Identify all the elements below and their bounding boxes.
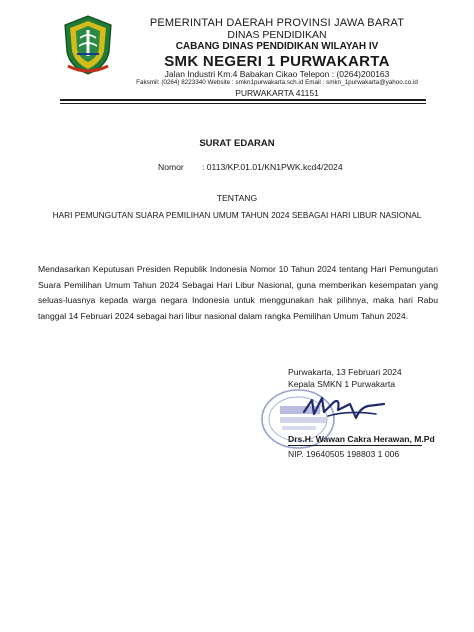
letterhead-city: PURWAKARTA 41151 — [235, 88, 319, 98]
letterhead-department: DINAS PENDIDIKAN — [227, 29, 327, 41]
letterhead-rule-thin — [60, 103, 426, 104]
letter-title: SURAT EDARAN — [199, 138, 275, 149]
letter-number — [158, 162, 343, 172]
letterhead-rule-thick — [60, 99, 426, 101]
letterhead-school-name: SMK NEGERI 1 PURWAKARTA — [164, 53, 390, 70]
about-label: TENTANG — [216, 193, 258, 203]
letter-number-value: : 0113/KP.01.01/KN1PWK.kcd4/2024 — [202, 162, 343, 172]
letterhead-government: PEMERINTAH DAERAH PROVINSI JAWA BARAT — [149, 17, 405, 29]
signatory-name: Drs.H. Wawan Cakra Herawan, M.Pd — [288, 434, 435, 444]
letter-number-label: Nomor — [158, 162, 184, 172]
about-subject: HARI PEMUNGUTAN SUARA PEMILIHAN UMUM TAHUN 2024 SEBAGAI HARI LIBUR NASIONAL — [52, 210, 422, 220]
signatory-name-underline — [288, 445, 422, 446]
west-java-emblem-icon — [62, 14, 114, 76]
signature-position: Kepala SMKN 1 Purwakarta — [288, 379, 395, 389]
signature-place-date: Purwakarta, 13 Februari 2024 — [288, 367, 402, 377]
letterhead-address: Jalan Industri Km.4 Babakan Cikao Telepon : (0264)200163 — [164, 69, 390, 79]
signatory-nip: NIP. 19640505 198803 1 006 — [288, 449, 400, 459]
letter-body: Mendasarkan Keputusan Presiden Republik Indonesia Nomor 10 Tahun 2024 tentang Hari Pemungutan Suara Pemilihan Umum Tahun 2024 Sebagai Hari Libur Nasional, guna memberikan kesempatan yang seluas-luasnya kepada warga negara Indonesia untuk menggunakan hak pilihnya, maka hari Rabu tanggal 14 Februari 2024 sebagai hari libur nasional dalam rangka Pemilihan Umum Tahun 2024. — [38, 264, 438, 322]
letterhead-contacts: Faksmil: (0264) 8223340 Website : smkn1purwakarta.sch.id Email : smkn_1purwakarta@yahoo.co.id — [136, 79, 418, 86]
handwritten-signature-icon — [298, 390, 388, 426]
letterhead-branch: CABANG DINAS PENDIDIKAN WILAYAH IV — [175, 41, 379, 52]
